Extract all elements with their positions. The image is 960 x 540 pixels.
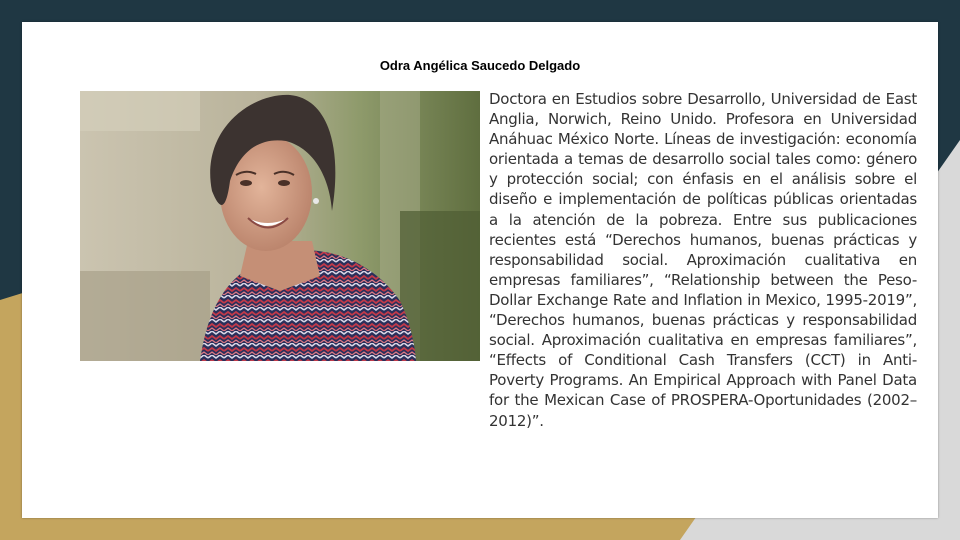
speaker-name-title: Odra Angélica Saucedo Delgado [379, 58, 581, 73]
slide-card [22, 22, 938, 518]
speaker-portrait-photo [80, 91, 480, 361]
speaker-bio-paragraph: Doctora en Estudios sobre Desarrollo, Universidad de East Anglia, Norwich, Reino Unido. Profesora en Universidad Anáhuac México Norte. Líneas de investigación: economía orientada a temas de desarrollo social tales como: género y protección social; con énfasis en el análisis sobre el diseño e implementación de políticas públicas orientadas a la atención de la pobreza. Entre sus publicaciones recientes está “Derechos humanos, buenas prácticas y responsabilidad social. Aproximación cualitativa en empresas familiares”, “Relationship between the Peso-Dollar Exchange Rate and Inflation in Mexico, 1995-2019”, “Derechos humanos, buenas prácticas y responsabilidad social. Aproximación cualitativa en empresas familiares”, “Effects of Conditional Cash Transfers (CCT) in Anti-Poverty Programs. An Empirical Approach with Panel Data for the Mexican Case of PROSPERA-Oportunidades (2002–2012)”. [489, 90, 917, 430]
